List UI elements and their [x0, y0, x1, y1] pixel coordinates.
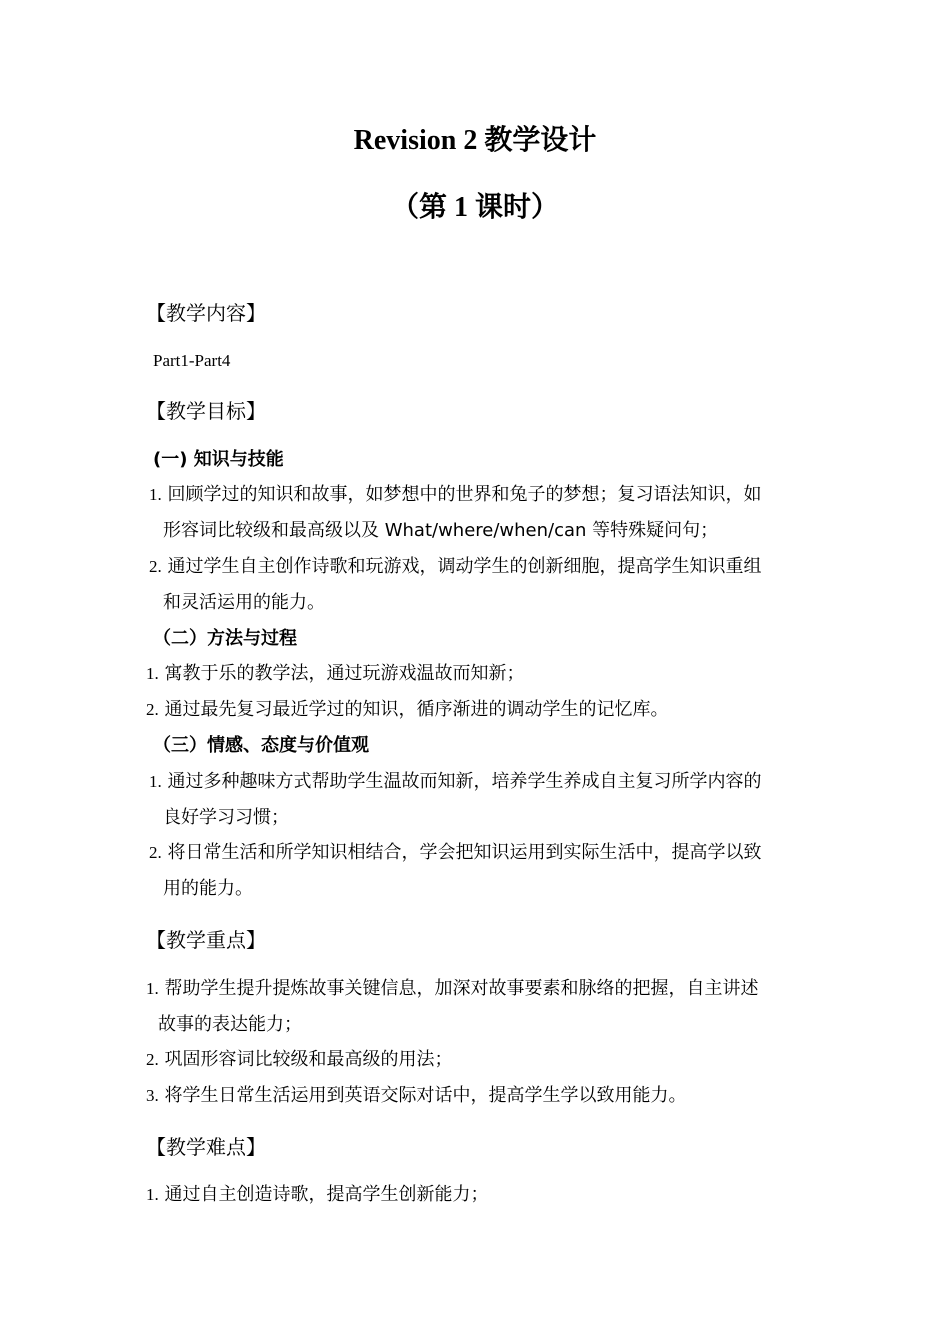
list-text: 巩固形容词比较级和最高级的用法；: [164, 1049, 453, 1070]
list-number: 1.: [146, 979, 159, 998]
list-item: [146, 976, 758, 1002]
list-item-continued: 形容词比较级和最高级以及 What/where/when/can 等特殊疑问句；: [163, 520, 719, 541]
page-title: Revision 2 教学设计: [353, 125, 597, 156]
list-number: 1.: [149, 772, 162, 791]
list-text: 帮助学生提升提炼故事关键信息，加深对故事要素和脉络的把握，自主讲述: [164, 978, 759, 999]
section-heading-content: 【教学内容】: [146, 301, 266, 325]
list-number: 3.: [146, 1086, 159, 1105]
list-text: 通过最先复习最近学过的知识，循序渐进的调动学生的记忆库。: [164, 699, 669, 720]
list-item: [149, 482, 761, 508]
section-heading-key-points: 【教学重点】: [146, 928, 266, 952]
list-number: 1.: [146, 1185, 159, 1204]
subheading-emotion: （三）情感、态度与价值观: [153, 735, 369, 756]
list-text: 通过多种趣味方式帮助学生温故而知新，培养学生养成自主复习所学内容的: [167, 771, 762, 792]
list-item-continued: 良好学习习惯；: [163, 807, 289, 828]
list-number: 1.: [146, 664, 159, 683]
list-item: [146, 661, 524, 687]
list-text: 通过学生自主创作诗歌和玩游戏，调动学生的创新细胞，提高学生知识重组: [167, 556, 762, 577]
list-item: [146, 1182, 488, 1208]
list-item: [149, 769, 761, 795]
list-text: 将学生日常生活运用到英语交际对话中，提高学生学以致用能力。: [164, 1085, 687, 1106]
list-item-continued: 故事的表达能力；: [158, 1014, 302, 1035]
list-number: 2.: [149, 843, 162, 862]
list-item: [149, 554, 761, 580]
section-heading-difficulties: 【教学难点】: [146, 1135, 266, 1159]
list-number: 2.: [149, 557, 162, 576]
list-text: 通过自主创造诗歌，提高学生创新能力；: [164, 1184, 489, 1205]
list-number: 2.: [146, 1050, 159, 1069]
list-text: 将日常生活和所学知识相结合，学会把知识运用到实际生活中，提高学以致: [167, 842, 762, 863]
list-text: 回顾学过的知识和故事，如梦想中的世界和兔子的梦想；复习语法知识，如: [167, 484, 762, 505]
list-item: [146, 1047, 452, 1073]
list-number: 2.: [146, 700, 159, 719]
list-item: [149, 840, 761, 866]
list-item-continued: 和灵活运用的能力。: [163, 592, 325, 613]
subheading-method: （二）方法与过程: [153, 628, 297, 649]
content-text: Part1-Part4: [153, 351, 231, 370]
page-subtitle: （第 1 课时）: [390, 192, 559, 223]
list-item-continued: 用的能力。: [163, 878, 253, 899]
list-item: [146, 697, 668, 723]
list-item: [146, 1083, 686, 1109]
list-number: 1.: [149, 485, 162, 504]
section-heading-objectives: 【教学目标】: [146, 399, 266, 423]
subheading-knowledge: (一) 知识与技能: [153, 449, 284, 470]
list-text: 寓教于乐的教学法，通过玩游戏温故而知新；: [164, 663, 525, 684]
